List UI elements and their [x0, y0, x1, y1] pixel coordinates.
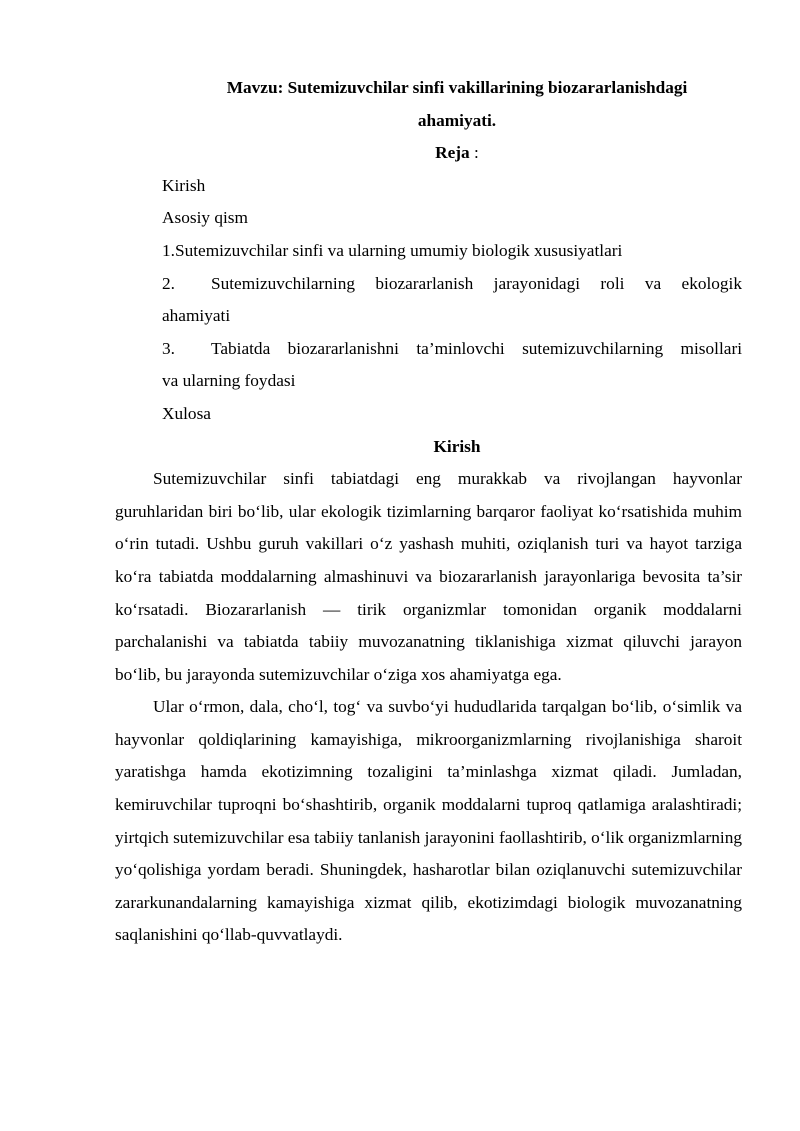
plan-list	[115, 170, 742, 431]
plan-item-1	[162, 235, 742, 268]
plan-item-first-line	[162, 268, 742, 301]
plan-heading-label: Reja	[435, 143, 470, 163]
plan-heading	[115, 137, 742, 170]
plan-item-3	[162, 333, 742, 398]
plan-item-continuation: va ularning foydasi	[162, 371, 296, 391]
plan-item-number: 1.	[162, 240, 175, 260]
plan-heading-colon: :	[469, 143, 479, 163]
body-paragraph-2: Ular o‘rmon, dala, cho‘l, tog‘ va suvbo‘yi hududlarida tarqalgan bo‘lib, o‘simlik va hayvonlar qoldiqlarining kamayishiga, mikroorganizmlarning rivojlanishiga sharoit yaratishga hamda ekotizimning tozaligini ta’minlashga xizmat qiladi. Jumladan, kemiruvchilar tuproqni bo‘shashtirib, organik moddalarni tuproq qatlamiga aralashtiradi; yirtqich sutemizuvchilar esa tabiiy tanlanish jarayonini faollashtirib, o‘lik organizmlarning yo‘qolishiga yordam beradi. Shuningdek, hasharotlar bilan oziqlanuvchi sutemizuvchilar zararkunandalarning kamayishiga xizmat qilib, ekotizimdagi biologik muvozanatning saqlanishini qo‘llab-quvvatlaydi.	[115, 697, 742, 945]
plan-item-number: 2.	[162, 273, 175, 293]
plan-item-text: Sutemizuvchilarning biozararlanish jarayonidagi roli va ekologik	[211, 273, 742, 293]
plan-item-main: Asosiy qism	[162, 208, 248, 228]
plan-item-text: Tabiatda biozararlanishni ta’minlovchi sutemizuvchilarning misollari	[211, 338, 742, 358]
section-heading-intro: Kirish	[433, 436, 481, 456]
body-paragraph-1: Sutemizuvchilar sinfi tabiatdagi eng murakkab va rivojlangan hayvonlar guruhlaridan biri bo‘lib, ular ekologik tizimlarning barqaror faoliyat ko‘rsatishida muhim o‘rin tutadi. Ushbu guruh vakillari o‘z yashash muhiti, oziqlanish turi va hayot tarziga ko‘ra tabiatda moddalarning almashinuvi va biozararlanish jarayonlariga bevosita ta’sir ko‘rsatadi. Biozararlanish — tirik organizmlar tomonidan organik moddalarni parchalanishi va tabiatda tabiiy muvozanatning tiklanishiga xizmat qiluvchi jarayon bo‘lib, bu jarayonda sutemizuvchilar o‘ziga xos ahamiyatga ega.	[115, 469, 742, 684]
plan-item-conclusion: Xulosa	[162, 403, 211, 423]
plan-item-text: Sutemizuvchilar sinfi va ularning umumiy biologik xususiyatlari	[174, 240, 623, 260]
plan-item-number: 3.	[162, 338, 175, 358]
plan-item-first-line	[162, 333, 742, 366]
plan-item-continuation: ahamiyati	[162, 306, 231, 326]
document-body	[115, 72, 742, 952]
plan-item-intro: Kirish	[162, 175, 206, 195]
plan-item-2	[162, 268, 742, 333]
title-line-2: ahamiyati.	[417, 110, 497, 130]
title-line-1: Mavzu: Sutemizuvchilar sinfi vakillarining biozararlanishdagi	[226, 78, 688, 97]
document-title	[115, 72, 742, 137]
